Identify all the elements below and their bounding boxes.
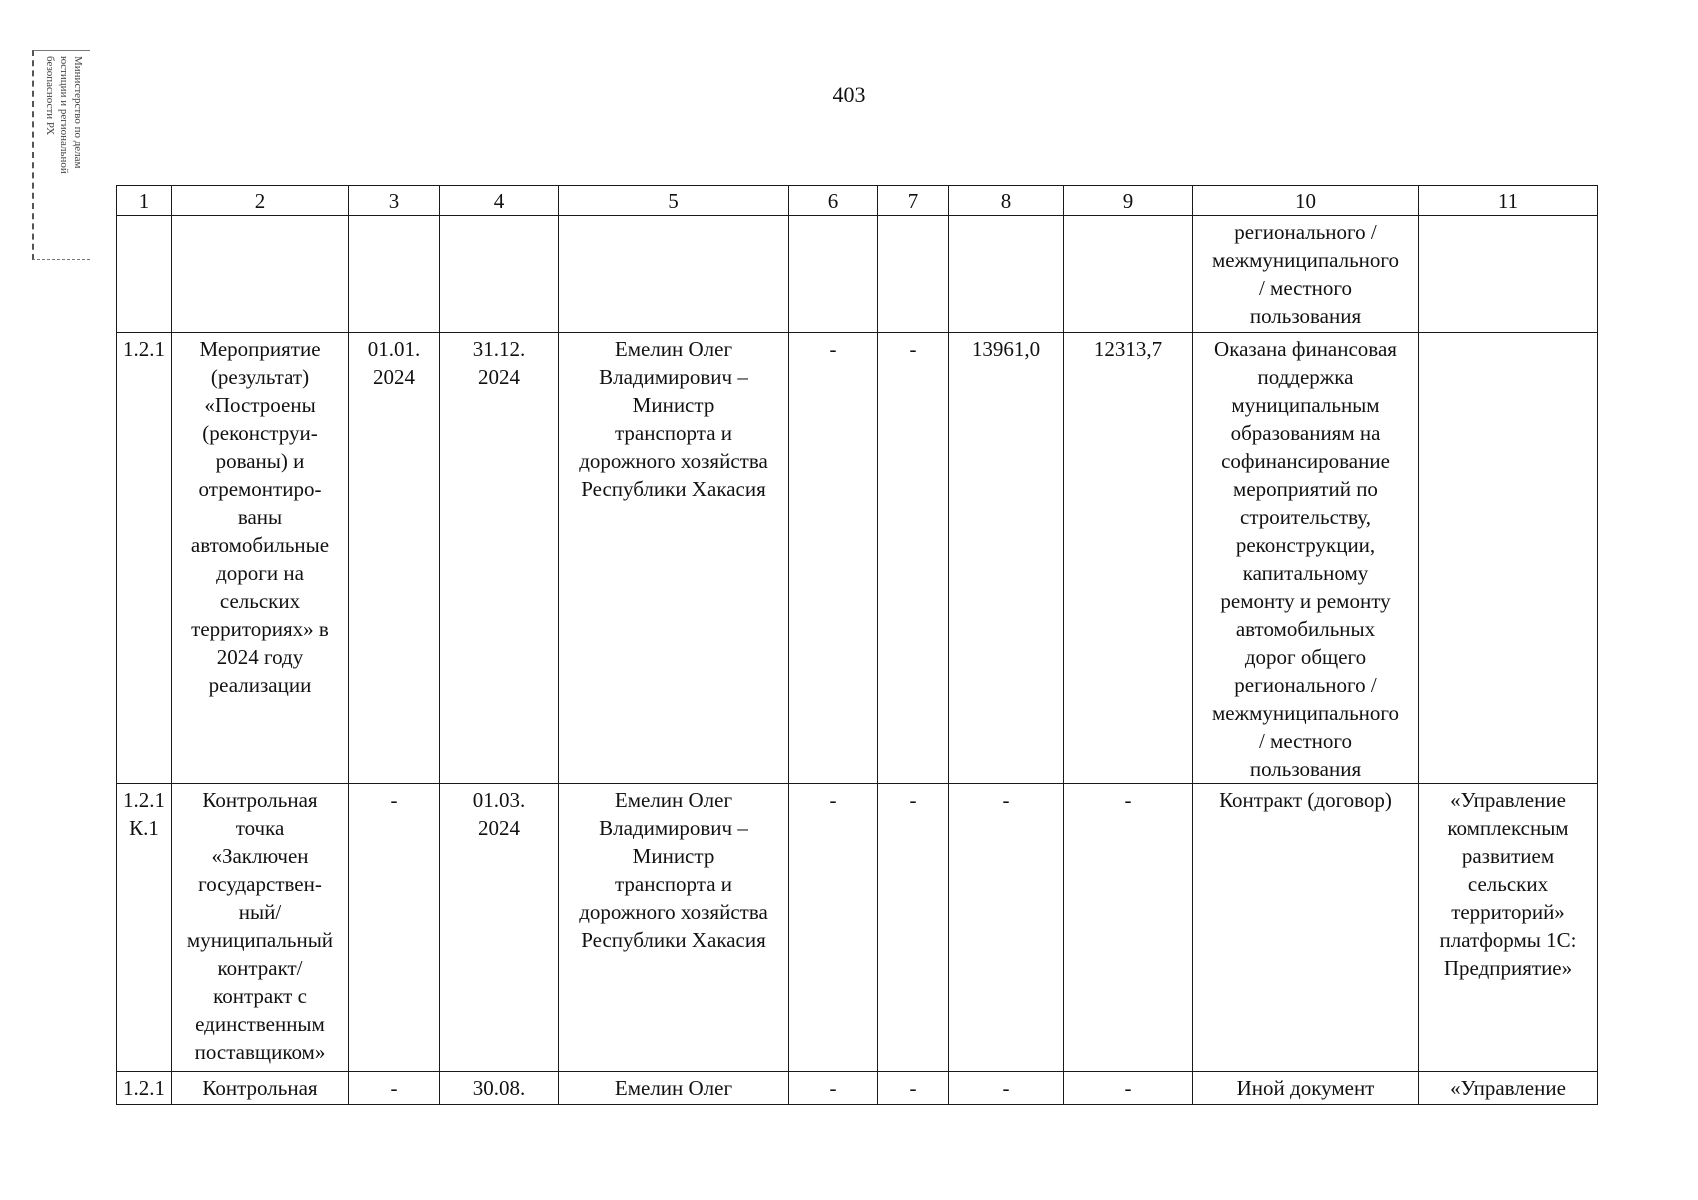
- cell-col-9: [1064, 216, 1193, 333]
- header-col-11: 11: [1419, 186, 1598, 216]
- cell-col-6: -: [789, 784, 878, 1072]
- cell-col-8: 13961,0: [949, 333, 1064, 784]
- cell-col-7: -: [878, 333, 949, 784]
- cell-name: [172, 216, 349, 333]
- cell-responsible: Емелин Олег Владимирович – Министр транспорта и дорожного хозяйства Республики Хакасия: [559, 784, 789, 1072]
- header-col-8: 8: [949, 186, 1064, 216]
- cell-info-system: [1419, 216, 1598, 333]
- cell-start-date: [349, 216, 440, 333]
- header-col-9: 9: [1064, 186, 1193, 216]
- cell-responsible: Емелин Олег Владимирович – Министр транспорта и дорожного хозяйства Республики Хакасия: [559, 333, 789, 784]
- cell-col-7: -: [878, 1072, 949, 1105]
- cell-info-system: «Управление: [1419, 1072, 1598, 1105]
- header-col-3: 3: [349, 186, 440, 216]
- cell-responsible: [559, 216, 789, 333]
- cell-col-9: -: [1064, 784, 1193, 1072]
- cell-result-description: Контракт (договор): [1193, 784, 1419, 1072]
- cell-result-description: Иной документ: [1193, 1072, 1419, 1105]
- cell-info-system: «Управление комплексным развитием сельских территорий» платформы 1С: Предприятие»: [1419, 784, 1598, 1072]
- cell-col-7: -: [878, 784, 949, 1072]
- cell-start-date: 01.01. 2024: [349, 333, 440, 784]
- cell-number: 1.2.1: [117, 333, 172, 784]
- header-col-1: 1: [117, 186, 172, 216]
- header-col-10: 10: [1193, 186, 1419, 216]
- header-col-6: 6: [789, 186, 878, 216]
- cell-name: Мероприятие (результат) «Построены (реконструи- рованы) и отремонтиро- ваны автомобильные дороги на сельских территориях» в 2024 году реализации: [172, 333, 349, 784]
- cell-start-date: -: [349, 784, 440, 1072]
- header-col-7: 7: [878, 186, 949, 216]
- cell-number: [117, 216, 172, 333]
- cell-end-date: 31.12. 2024: [440, 333, 559, 784]
- cell-col-8: -: [949, 784, 1064, 1072]
- cell-col-9: -: [1064, 1072, 1193, 1105]
- cell-result-description: Оказана финансовая поддержка муниципальным образованиям на софинансирование мероприятий по строительству, реконструкции, капитальному ремонту и ремонту автомобильных дорог общего регионального / межмуниципального / местного пользования: [1193, 333, 1419, 784]
- page-number: 403: [832, 82, 866, 107]
- cell-responsible: Емелин Олег: [559, 1072, 789, 1105]
- cell-col-8: [949, 216, 1064, 333]
- table-row-1-2-1: [117, 333, 1598, 784]
- cell-col-9: 12313,7: [1064, 333, 1193, 784]
- cell-number: 1.2.1 К.1: [117, 784, 172, 1072]
- cell-end-date: 30.08.: [440, 1072, 559, 1105]
- cell-col-6: -: [789, 1072, 878, 1105]
- table-row-continuation: [117, 216, 1598, 333]
- cell-end-date: 01.03. 2024: [440, 784, 559, 1072]
- document-table: [116, 185, 1598, 1105]
- cell-col-7: [878, 216, 949, 333]
- table-row-1-2-1-k1: [117, 784, 1598, 1072]
- cell-col-6: [789, 216, 878, 333]
- header-col-2: 2: [172, 186, 349, 216]
- cell-info-system: [1419, 333, 1598, 784]
- cell-start-date: -: [349, 1072, 440, 1105]
- header-col-4: 4: [440, 186, 559, 216]
- table-header: [117, 186, 1598, 216]
- cell-end-date: [440, 216, 559, 333]
- table-body: [117, 216, 1598, 1105]
- cell-number: 1.2.1: [117, 1072, 172, 1105]
- cell-col-8: -: [949, 1072, 1064, 1105]
- cell-result-description: регионального / межмуниципального / местного пользования: [1193, 216, 1419, 333]
- stamp-text: Министерство по делам юстиции и региональной безопасности РХ: [44, 56, 84, 174]
- header-col-5: 5: [559, 186, 789, 216]
- cell-name: Контрольная: [172, 1072, 349, 1105]
- cell-col-6: -: [789, 333, 878, 784]
- cell-name: Контрольная точка «Заключен государствен- ный/ муниципальный контракт/ контракт с единственным поставщиком»: [172, 784, 349, 1072]
- header-row: [117, 186, 1598, 216]
- table-row-1-2-1-partial: [117, 1072, 1598, 1105]
